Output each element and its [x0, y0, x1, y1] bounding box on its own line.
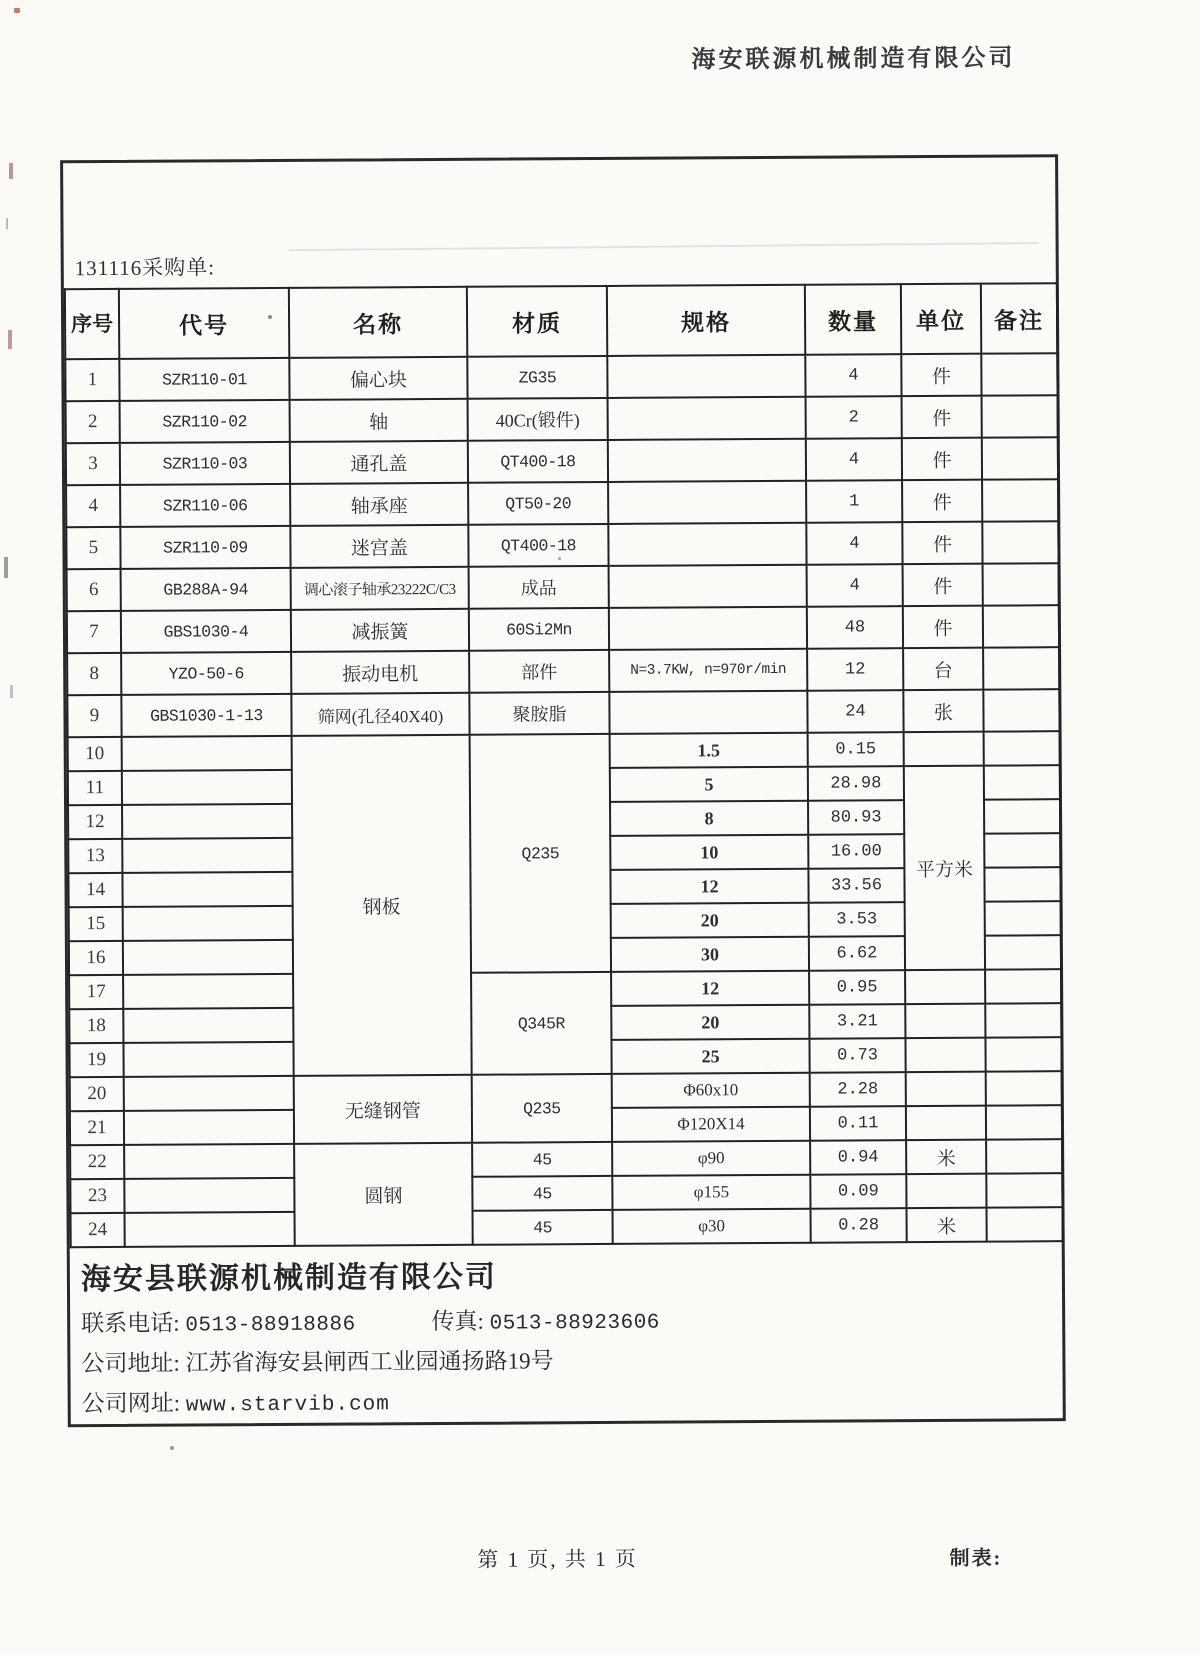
phone-value: 0513-88918886: [185, 1313, 356, 1338]
cell-qty: 2.28: [810, 1072, 906, 1107]
fax-segment: [431, 1308, 660, 1334]
cell-remark: [985, 935, 1061, 969]
cell-code: [124, 1076, 294, 1111]
cell-code: [123, 1008, 293, 1043]
cell-code: GB288A-94: [121, 568, 291, 611]
cell-spec: 1.5: [610, 733, 808, 768]
header-no: 序号: [65, 289, 119, 359]
cell-code: [122, 804, 292, 839]
cell-spec: 10: [610, 835, 808, 870]
cell-qty: 28.98: [808, 766, 904, 801]
company-letterhead: 海安联源机械制造有限公司: [691, 45, 1016, 74]
cell-spec: 20: [611, 903, 809, 938]
purchase-order-table: [64, 282, 1064, 1248]
cell-material: 成品: [469, 566, 609, 609]
cell-unit: 米: [906, 1208, 986, 1242]
cell-material: 45: [473, 1210, 613, 1245]
cell-code: [125, 1212, 295, 1247]
cell-remark: [983, 605, 1059, 647]
cell-spec: N=3.7KW, n=970r/min: [609, 649, 807, 692]
cell-remark: [986, 1139, 1062, 1173]
address-value: 江苏省海安县闸西工业园通扬路19号: [185, 1348, 554, 1376]
cell-qty: 0.09: [810, 1174, 906, 1209]
cell-spec: 25: [611, 1039, 809, 1074]
cell-no: 15: [69, 907, 123, 941]
cell-no: 24: [71, 1213, 125, 1247]
cell-material: 45: [472, 1176, 612, 1211]
cell-unit: 件: [903, 606, 983, 648]
cell-qty: 3.21: [809, 1004, 905, 1039]
cell-qty: 16.00: [808, 834, 904, 869]
cell-qty: 12: [807, 648, 903, 691]
cell-remark: [983, 689, 1059, 731]
cell-code: [122, 770, 292, 805]
cell-code: [124, 1178, 294, 1213]
header-name: 名称: [289, 287, 467, 358]
cell-unit: 张: [903, 690, 983, 732]
cell-unit-merged-sqm: 平方米: [904, 766, 985, 970]
fax-label: 传真:: [431, 1308, 484, 1335]
scan-artifact: [558, 557, 561, 560]
cell-unit: [905, 970, 985, 1004]
table-row: [65, 353, 1057, 401]
cell-code: [123, 906, 293, 941]
cell-remark: [985, 901, 1061, 935]
cell-remark: [984, 765, 1060, 799]
cell-remark: [982, 437, 1058, 479]
cell-no: 17: [69, 975, 123, 1009]
cell-no: 2: [66, 401, 120, 443]
cell-spec: 30: [611, 937, 809, 972]
cell-qty: 4: [805, 354, 901, 397]
company-website-line: [82, 1379, 1063, 1418]
cell-qty: 80.93: [808, 800, 904, 835]
cell-spec: 8: [610, 801, 808, 836]
cell-name: 通孔盖: [290, 441, 468, 484]
cell-code: [122, 736, 292, 771]
cell-no: 1: [65, 359, 119, 401]
table-row: [66, 437, 1058, 485]
header-remark: 备注: [981, 283, 1057, 353]
cell-material-merged-q235: Q235: [470, 734, 611, 973]
cell-material: 40Cr(锻件): [468, 398, 608, 441]
cell-code: [123, 974, 293, 1009]
scan-artifact: [268, 315, 272, 319]
cell-spec: Φ120X14: [612, 1107, 810, 1142]
cell-qty: 4: [807, 564, 903, 607]
header-unit: 单位: [901, 284, 981, 354]
cell-unit: [905, 1038, 985, 1072]
cell-spec: Φ60x10: [612, 1073, 810, 1108]
cell-unit: [905, 1004, 985, 1038]
cell-spec: [608, 481, 806, 524]
title-area: [63, 157, 1056, 288]
cell-name: 轴: [290, 399, 468, 442]
cell-qty: 24: [807, 690, 903, 733]
cell-unit: 件: [902, 480, 982, 522]
cell-qty: 0.28: [811, 1208, 907, 1243]
cell-code: [124, 1110, 294, 1145]
cell-remark: [982, 395, 1058, 437]
cell-code: [123, 1042, 293, 1077]
cell-code: SZR110-02: [120, 400, 290, 443]
cell-code: YZO-50-6: [121, 652, 291, 695]
cell-spec: 12: [611, 971, 809, 1006]
cell-name: 振动电机: [291, 651, 469, 694]
cell-qty: 48: [807, 606, 903, 649]
header-qty: 数量: [805, 284, 901, 355]
scan-artifact: [6, 218, 8, 229]
cell-code: SZR110-06: [120, 484, 290, 527]
cell-qty: 6.62: [809, 936, 905, 971]
cell-remark: [986, 1071, 1062, 1105]
cell-spec: [608, 397, 806, 440]
document-border-box: [60, 154, 1066, 1427]
cell-no: 5: [66, 527, 120, 569]
cell-no: 14: [68, 873, 122, 907]
scan-artifact: [289, 242, 1039, 251]
table-row: [67, 563, 1059, 611]
cell-qty: 1: [806, 480, 902, 523]
table-row: [71, 1207, 1063, 1247]
cell-no: 9: [67, 695, 121, 737]
cell-name: 调心滚子轴承23222C/C3: [291, 567, 469, 610]
cell-unit: 件: [902, 522, 982, 564]
cell-qty: 2: [806, 396, 902, 439]
cell-unit: 米: [906, 1140, 986, 1174]
company-phone-line: [81, 1299, 1062, 1338]
cell-qty: 0.94: [810, 1140, 906, 1175]
cell-unit: [906, 1174, 986, 1208]
cell-remark: [986, 1105, 1062, 1139]
cell-spec: [609, 691, 807, 734]
cell-material: 60Si2Mn: [469, 608, 609, 651]
cell-no: 3: [66, 443, 120, 485]
cell-name-merged-seamless-pipe: 无缝钢管: [294, 1075, 472, 1144]
cell-qty: 3.53: [809, 902, 905, 937]
website-value: www.starvib.com: [185, 1393, 390, 1418]
scan-artifact: [8, 330, 12, 349]
table-row: [66, 521, 1058, 569]
header-code: 代号: [119, 288, 289, 359]
header-material: 材质: [467, 286, 607, 357]
cell-remark: [984, 731, 1060, 765]
cell-no: 18: [69, 1009, 123, 1043]
scan-artifact: [170, 1446, 174, 1450]
order-title: 131116采购单:: [74, 255, 216, 281]
cell-code: [122, 872, 292, 907]
cell-code: SZR110-03: [120, 442, 290, 485]
cell-spec: 5: [610, 767, 808, 802]
cell-spec: [607, 355, 805, 398]
cell-unit: 件: [902, 396, 982, 438]
header-spec: 规格: [607, 285, 805, 356]
cell-no: 16: [69, 941, 123, 975]
cell-material: QT400-18: [468, 524, 608, 567]
company-address-line: [81, 1339, 1062, 1378]
cell-code: SZR110-01: [119, 358, 289, 401]
cell-no: 4: [66, 485, 120, 527]
cell-no: 20: [70, 1077, 124, 1111]
cell-material: 部件: [469, 650, 609, 693]
cell-material: ZG35: [467, 356, 607, 399]
cell-no: 13: [68, 839, 122, 873]
cell-name: 迷宫盖: [290, 525, 468, 568]
address-label: 公司地址:: [81, 1350, 180, 1377]
cell-no: 22: [70, 1145, 124, 1179]
cell-name: 减振簧: [291, 609, 469, 652]
cell-remark: [984, 867, 1060, 901]
cell-spec: [608, 523, 806, 566]
cell-qty: 0.15: [808, 732, 904, 767]
cell-spec: φ155: [612, 1175, 810, 1210]
cell-material: QT50-20: [468, 482, 608, 525]
scan-artifact: [4, 557, 8, 578]
cell-spec: [608, 439, 806, 482]
cell-spec: [609, 565, 807, 608]
cell-unit: 台: [903, 648, 983, 690]
table-header-row: [65, 283, 1057, 359]
cell-unit: 件: [902, 438, 982, 480]
cell-code: GBS1030-1-13: [121, 694, 291, 737]
cell-code: SZR110-09: [120, 526, 290, 569]
cell-remark: [984, 833, 1060, 867]
maker-label: 制表:: [949, 1547, 1003, 1570]
cell-no: 7: [67, 611, 121, 653]
phone-label: 联系电话:: [81, 1310, 180, 1337]
cell-material-merged-q235-pipe: Q235: [472, 1074, 612, 1143]
cell-no: 19: [69, 1043, 123, 1077]
cell-unit: [904, 732, 984, 766]
cell-spec: 20: [611, 1005, 809, 1040]
cell-no: 6: [67, 569, 121, 611]
cell-qty: 33.56: [808, 868, 904, 903]
cell-spec: 12: [610, 869, 808, 904]
cell-no: 23: [70, 1179, 124, 1213]
cell-spec: [609, 607, 807, 650]
cell-code: [122, 838, 292, 873]
cell-unit: 件: [903, 564, 983, 606]
cell-qty: 0.11: [810, 1106, 906, 1141]
cell-spec: φ90: [612, 1141, 810, 1176]
cell-qty: 0.73: [809, 1038, 905, 1073]
cell-remark: [981, 353, 1057, 395]
table-row: [67, 647, 1059, 695]
cell-unit: [906, 1106, 986, 1140]
cell-name-merged-round-steel: 圆钢: [294, 1143, 473, 1246]
table-row: [66, 479, 1058, 527]
cell-qty: 0.95: [809, 970, 905, 1005]
cell-qty: 4: [806, 522, 902, 565]
page-number-footer: 第 1 页, 共 1 页: [477, 1546, 638, 1572]
cell-no: 10: [68, 737, 122, 771]
cell-material-merged-q345r: Q345R: [471, 972, 612, 1075]
cell-remark: [982, 479, 1058, 521]
cell-remark: [986, 1173, 1062, 1207]
cell-material: QT400-18: [468, 440, 608, 483]
scan-artifact: [14, 8, 20, 13]
cell-no: 12: [68, 805, 122, 839]
table-row: [67, 605, 1059, 653]
cell-remark: [985, 1003, 1061, 1037]
cell-code: GBS1030-4: [121, 610, 291, 653]
cell-unit: [906, 1072, 986, 1106]
cell-material: 45: [472, 1142, 612, 1177]
website-label: 公司网址:: [81, 1390, 181, 1417]
cell-remark: [985, 1037, 1061, 1071]
cell-no: 8: [67, 653, 121, 695]
cell-remark: [983, 563, 1059, 605]
cell-unit: 件: [901, 354, 981, 396]
cell-no: 21: [70, 1111, 124, 1145]
cell-code: [123, 940, 293, 975]
cell-remark: [986, 1207, 1062, 1241]
table-row: [67, 689, 1059, 737]
cell-name: 筛网(孔径40X40): [291, 693, 469, 736]
cell-remark: [983, 647, 1059, 689]
cell-name: 轴承座: [290, 483, 468, 526]
company-info-block: [70, 1242, 1063, 1424]
company-name: 海安县联源机械制造有限公司: [80, 1260, 498, 1297]
cell-name: 偏心块: [289, 357, 467, 400]
cell-name-merged-steel-plate: 钢板: [292, 735, 472, 1076]
table-row: [66, 395, 1058, 443]
scan-artifact: [10, 685, 13, 698]
cell-code: [124, 1144, 294, 1179]
cell-remark: [985, 969, 1061, 1003]
scan-artifact: [9, 163, 13, 179]
cell-remark: [982, 521, 1058, 563]
cell-no: 11: [68, 771, 122, 805]
fax-value: 0513-88923606: [489, 1311, 660, 1336]
cell-remark: [984, 799, 1060, 833]
cell-material: 聚胺脂: [469, 692, 609, 735]
cell-qty: 4: [806, 438, 902, 481]
cell-spec: φ30: [613, 1209, 811, 1244]
